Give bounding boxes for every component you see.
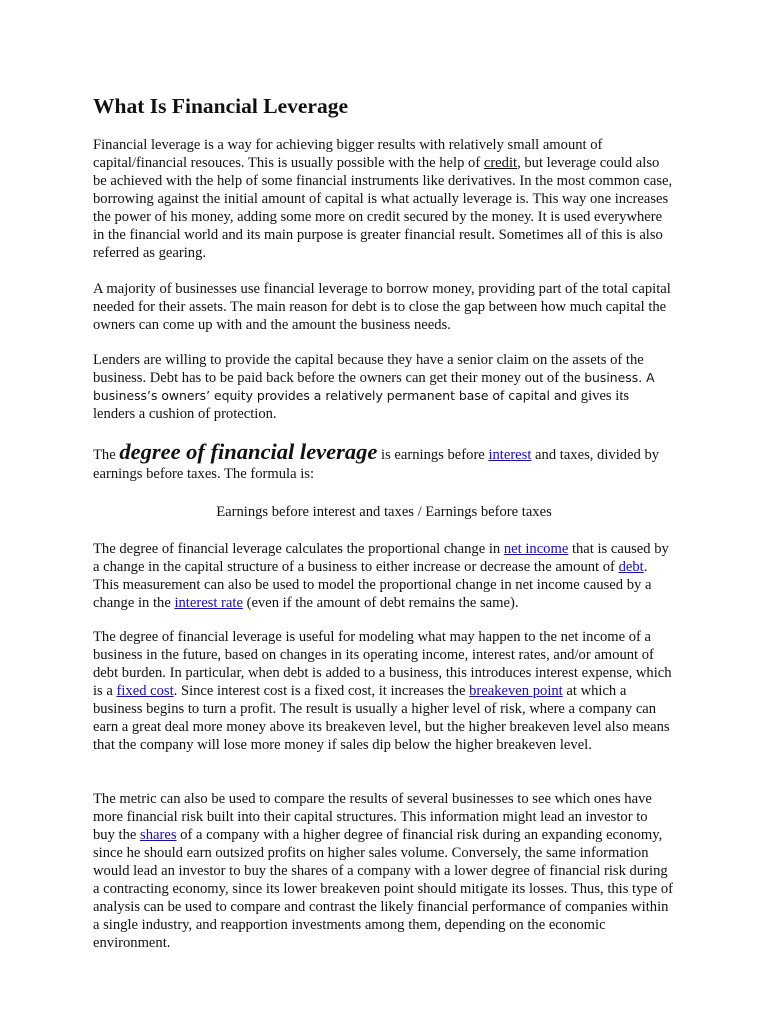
fixed-cost-link[interactable]: fixed cost: [116, 683, 174, 699]
text: The degree of financial leverage calculates the proportional change in: [93, 541, 504, 557]
paragraph-definition: [93, 136, 673, 262]
interest-rate-link[interactable]: interest rate: [174, 595, 243, 611]
text: Lenders are willing to provide the capital because they have a senior claim on the assets of the business. Debt has to be paid back before the owners can get their money out of the: [93, 352, 644, 386]
text: that is caused by a change in the capital structure of a business to either increase or decrease the amount of: [93, 541, 669, 575]
shares-link[interactable]: shares: [140, 827, 177, 843]
debt-link[interactable]: debt: [618, 559, 644, 575]
text: The metric can also be used to compare the results of several businesses to see which ones have more financial risk built into their capital structures. This information might lead an investor to buy the: [93, 791, 652, 843]
formula: Earnings before interest and taxes / Earnings before taxes: [216, 504, 552, 520]
paragraph-degree: [93, 439, 673, 484]
paragraph-lenders: [93, 351, 673, 423]
text: and taxes, divided by earnings before taxes. The formula is:: [93, 447, 660, 482]
text-sans: business. A business’s owners’ equity provides a relatively permanent base of capital and: [93, 370, 655, 403]
credit-term: credit: [483, 155, 518, 171]
page-title: What Is Financial Leverage: [93, 94, 348, 118]
text: . Since interest cost is a fixed cost, it increases the: [173, 683, 470, 699]
paragraph-metric: [93, 790, 673, 952]
text: gives its lenders a cushion of protection.: [93, 388, 630, 422]
text: . This measurement can also be used to model the proportional change in net income caused by a change in the: [93, 559, 652, 611]
net-income-link[interactable]: net income: [503, 541, 569, 557]
interest-link[interactable]: interest: [488, 447, 532, 463]
text: at which a business begins to turn a profit. The result is usually a higher level of risk, where a company can earn a great deal more money above its breakeven level, but the higher breakeven level also means that the company will lose more money if sales dip below the higher breakeven level.: [93, 683, 670, 753]
text: Financial leverage is a way for achieving bigger results with relatively small amount of capital/financial resouces. This is usually possible with the help of: [93, 137, 603, 171]
text: The: [93, 447, 120, 463]
text: , but leverage could also be achieved with the help of some financial instruments like derivatives. In the most common case, borrowing against the initial amount of capital is what actually leverage is. This way one increases the power of his money, adding some more on credit secured by the money. It is used everywhere in the financial world and its main purpose is greater financial result. Sometimes all of this is also referred as gearing.: [93, 155, 673, 261]
text: The degree of financial leverage is useful for modeling what may happen to the net income of a business in the future, based on changes in its operating income, interest rates, and/or amount of debt burden. In particular, when debt is added to a business, this introduces interest expense, which is a: [93, 629, 672, 699]
breakeven-point-link[interactable]: breakeven point: [469, 683, 563, 699]
text: (even if the amount of debt remains the same).: [242, 595, 519, 611]
degree-heading: degree of financial leverage: [119, 439, 378, 464]
text: of a company with a higher degree of financial risk during an expanding economy, since he should earn outsized profits on higher sales volume. Conversely, the same information would lead an investor to buy the shares of a company with a lower degree of financial risk during a contracting economy, since its lower breakeven point should mitigate its losses. Thus, this type of analysis can be used to compare and contrast the likely financial performance of companies within a single industry, and reapportion investments among them, depending on the economic environment.: [93, 827, 673, 951]
text: is earnings before: [377, 447, 489, 463]
paragraph-businesses: A majority of businesses use financial leverage to borrow money, providing part of the total capital needed for their assets. The main reason for debt is to close the gap between how much capital the owners can come up with and the amount the business needs.: [93, 281, 671, 333]
paragraph-modeling: [93, 628, 673, 754]
paragraph-calculation: [93, 540, 673, 612]
